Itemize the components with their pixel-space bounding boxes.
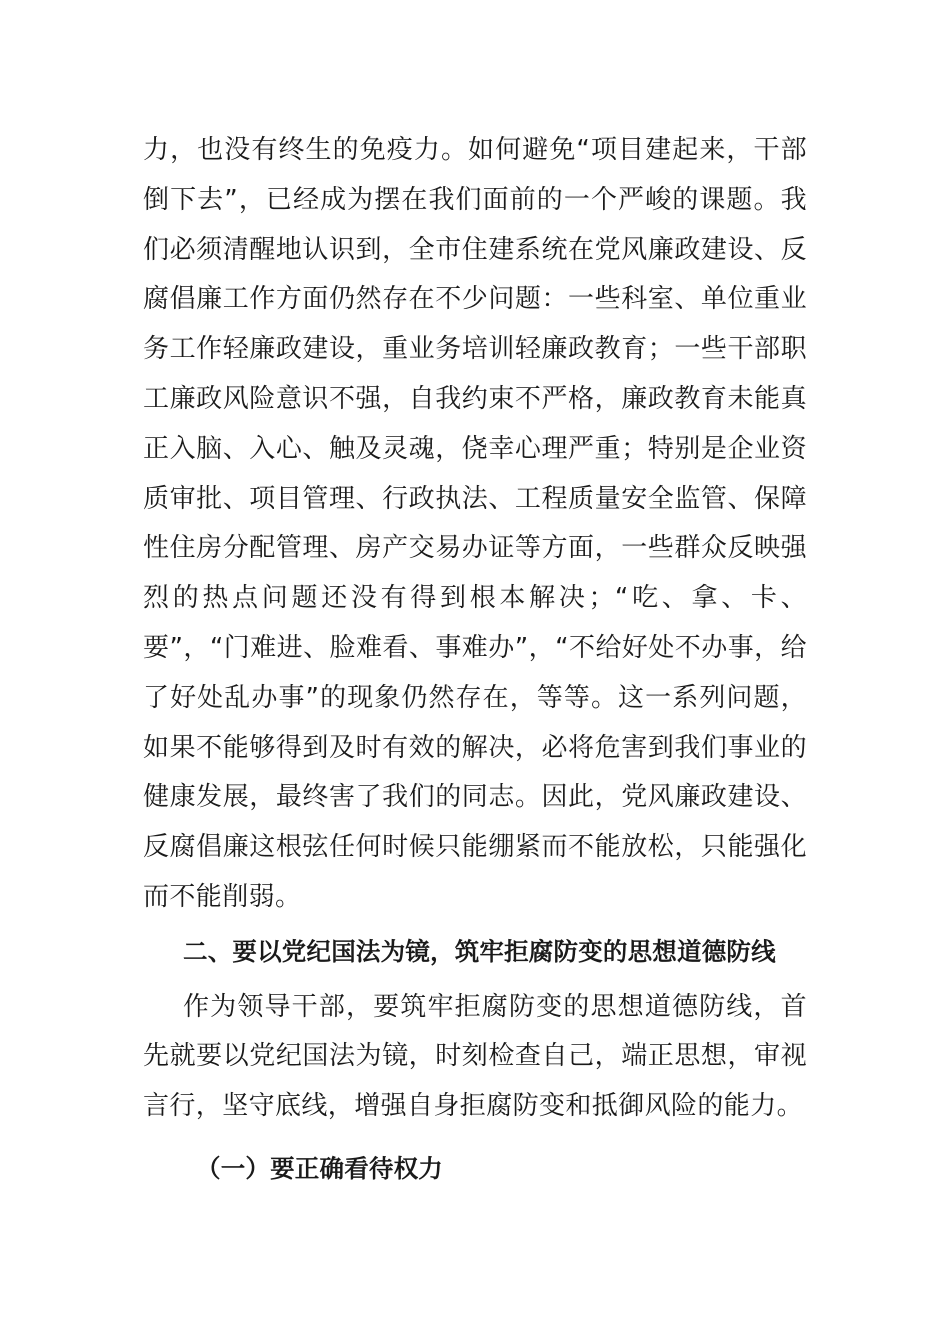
body-paragraph: 作为领导干部，要筑牢拒腐防变的思想道德防线，首先就要以党纪国法为镜，时刻检查自己，端正思想，审视言行，坚守底线，增强自身拒腐防变和抵御风险的能力。 <box>143 991 807 1122</box>
document-body <box>143 126 807 1194</box>
body-paragraph: 力，也没有终生的免疫力。如何避免“项目建起来，干部倒下去”，已经成为摆在我们面前的一个严峻的课题。我们必须清醒地认识到，全市住建系统在党风廉政建设、反腐倡廉工作方面仍然存在不少问题：一些科室、单位重业务工作轻廉政建设，重业务培训轻廉政教育；一些干部职工廉政风险意识不强，自我约束不严格，廉政教育未能真正入脑、入心、触及灵魂，侥幸心理严重；特别是企业资质审批、项目管理、行政执法、工程质量安全监管、保障性住房分配管理、房产交易办证等方面，一些群众反映强烈的热点问题还没有得到根本解决；“吃、拿、卡、要”，“门难进、脸难看、事难办”，“不给好处不办事，给了好处乱办事”的现象仍然存在，等等。这一系列问题，如果不能够得到及时有效的解决，必将危害到我们事业的健康发展，最终害了我们的同志。因此，党风廉政建设、反腐倡廉这根弦任何时候只能绷紧而不能放松，只能强化而不能削弱。 <box>143 135 807 912</box>
subsection-heading: （一）要正确看待权力 <box>196 1153 443 1183</box>
section-heading: 二、要以党纪国法为镜，筑牢拒腐防变的思想道德防线 <box>183 936 776 966</box>
